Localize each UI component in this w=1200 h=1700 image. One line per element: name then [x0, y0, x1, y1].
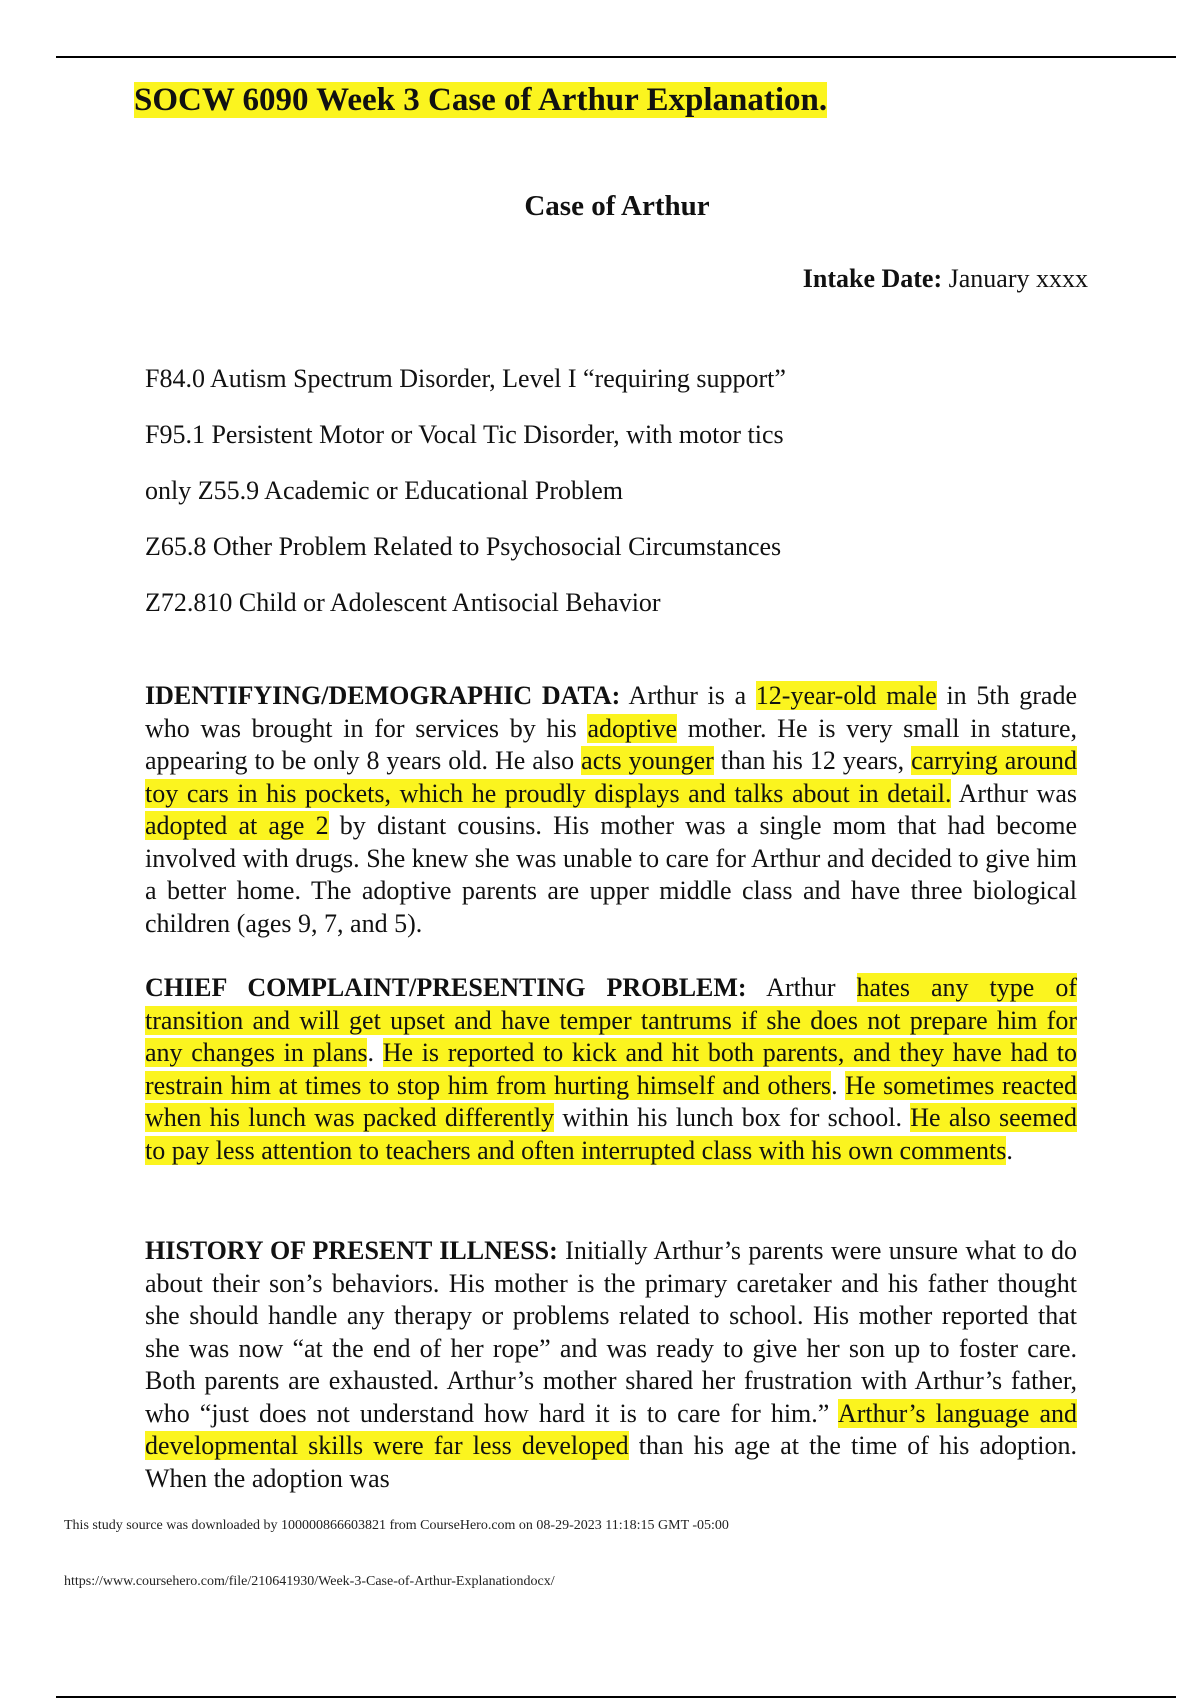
demographic-highlight: acts younger	[581, 746, 714, 775]
chief-complaint-highlight: hates any type of transition and will get upset and have temper tantrums if she does not prepare him for any changes in plans	[145, 973, 1077, 1067]
demographic-highlight: adopted at age 2	[145, 811, 329, 840]
case-title: Case of Arthur	[524, 190, 710, 222]
chief-complaint-highlight: He sometimes reacted when his lunch was packed differently	[145, 1070, 1077, 1132]
demographic-text: by distant cousins. His mother was a single mom that had become involved with drugs. She knew she was unable to care for Arthur and decided to give him a better home. The adoptive parents are upper middle class and have three biological children (ages 9, 7, and 5).	[145, 811, 1077, 938]
demographic-text: mother. He is very small in stature, appearing to be only 8 years old. He also	[145, 713, 1077, 775]
demographic-highlight: carrying around toy cars in his pockets, which he proudly displays and talks about in detail.	[145, 746, 1077, 808]
chief-complaint-text: .	[1006, 1135, 1013, 1165]
document-title-text: SOCW 6090 Week 3 Case of Arthur Explanation.	[134, 82, 828, 118]
chief-complaint-text: Arthur	[746, 973, 857, 1002]
diagnosis-item: Z72.810 Child or Adolescent Antisocial Behavior	[145, 588, 661, 617]
history-text: than his age at the time of his adoption. When the adoption was	[145, 1431, 1077, 1493]
demographic-label: IDENTIFYING/DEMOGRAPHIC DATA:	[145, 681, 621, 710]
intake-date	[803, 262, 1088, 296]
history-label: HISTORY OF PRESENT ILLNESS:	[145, 1236, 558, 1265]
diagnosis-item: F84.0 Autism Spectrum Disorder, Level I “requiring support”	[145, 364, 786, 393]
diagnosis-item: only Z55.9 Academic or Educational Problem	[145, 476, 623, 505]
bottom-rule	[56, 1696, 1176, 1698]
history-highlight: Arthur’s language and developmental skills were far less developed	[145, 1398, 1077, 1460]
demographic-section	[145, 680, 1077, 940]
chief-complaint-section	[145, 972, 1077, 1167]
document-title	[134, 78, 827, 122]
diagnosis-item: Z65.8 Other Problem Related to Psychosocial Circumstances	[145, 532, 782, 561]
demographic-text: Arthur is a	[620, 681, 756, 710]
demographic-text: in 5th grade who was brought in for services by his	[145, 681, 1077, 743]
intake-date-label: Intake Date:	[802, 264, 943, 293]
chief-complaint-highlight: He also seemed to pay less attention to teachers and often interrupted class with his own comments	[145, 1103, 1077, 1165]
source-url[interactable]: https://www.coursehero.com/file/210641930/Week-3-Case-of-Arthur-Explanationdocx/	[64, 1574, 555, 1589]
top-rule	[56, 56, 1176, 58]
chief-complaint-label: CHIEF COMPLAINT/PRESENTING PROBLEM:	[145, 973, 747, 1002]
chief-complaint-highlight: He is reported to kick and hit both parents, and they have had to restrain him at times to stop him from hurting himself and others	[145, 1038, 1077, 1100]
demographic-highlight: 12-year-old male	[755, 681, 937, 710]
chief-complaint-text: .	[367, 1038, 383, 1067]
demographic-text: than his 12 years,	[713, 746, 912, 775]
demographic-highlight: adoptive	[587, 713, 678, 743]
demographic-text: Arthur was	[951, 778, 1077, 808]
history-text: Initially Arthur’s parents were unsure what to do about their son’s behaviors. His mother is the primary caretaker and his father thought she should handle any therapy or problems related to school. His mother reported that she was now “at the end of her rope” and was ready to give her son up to foster care. Both parents are exhausted. Arthur’s mother shared her frustration with Arthur’s father, who “just does not understand how hard it is to care for him.”	[145, 1236, 1077, 1428]
diagnosis-list	[145, 362, 786, 642]
chief-complaint-text: within his lunch box for school.	[554, 1103, 911, 1132]
chief-complaint-text: .	[831, 1070, 846, 1100]
source-footer: This study source was downloaded by 100000866603821 from CourseHero.com on 08-29-2023 11:18:15 GMT -05:00	[64, 1518, 729, 1533]
diagnosis-item: F95.1 Persistent Motor or Vocal Tic Disorder, with motor tics	[145, 420, 784, 449]
intake-date-value: January xxxx	[942, 264, 1088, 293]
history-section	[145, 1235, 1077, 1495]
